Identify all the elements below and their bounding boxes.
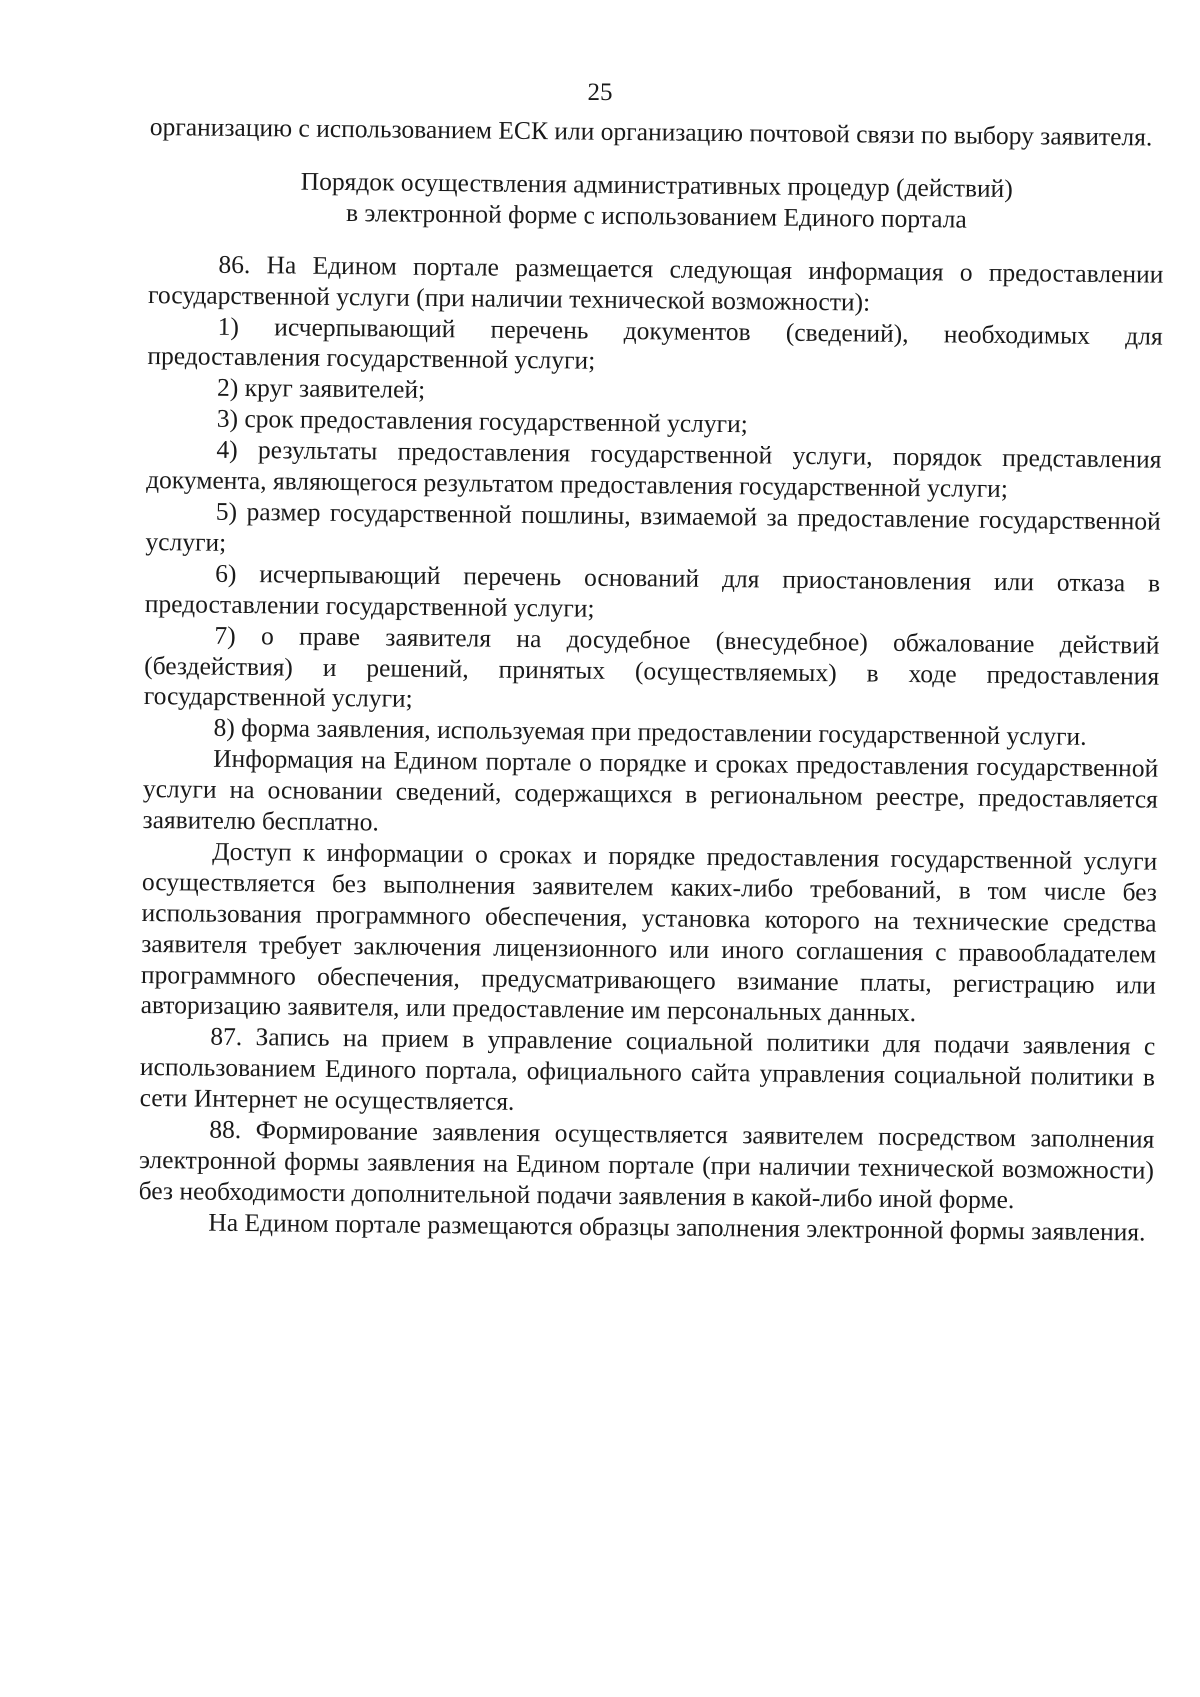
list-item-4: 4) результаты предоставления государственной услуги, порядок представления документа, являющегося результатом предоставления государственной услуги; [145, 434, 1162, 504]
samples-paragraph: На Едином портале размещаются образцы заполнения электронной формы заявления. [208, 1207, 1146, 1247]
list-item-5: 5) размер государственной пошлины, взимаемой за предоставление государственной услуги; [145, 496, 1161, 557]
access-paragraph: Доступ к информации о сроках и порядке предоставления государственной услуги осуществляется без выполнения заявителем каких-либо требований, в том числе без использования программного обеспечения, установка которого на технические средства заявителя требует заключения лицензионного или иного соглашения с правообладателем программного обеспечения, предусматривающего взимание платы, регистрацию или авторизацию заявителя, или предоставление им персональных данных. [140, 836, 1158, 1028]
paragraph-88: 88. Формирование заявления осуществляется заявителем посредством заполнения электронной формы заявления на Едином портале (при наличии технической возможности) без необходимости дополнительной подачи заявления в какой-либо иной форме. [138, 1114, 1155, 1215]
page-number: 25 [587, 79, 613, 106]
section-heading-line-1: Порядок осуществления административных процедур (действий) [300, 166, 1013, 203]
paragraph-86: 86. На Едином портале размещается следующая информация о предоставлении государственной услуги (при наличии технической возможности): [147, 249, 1164, 317]
continuation-paragraph: организацию с использованием ЕСК или организацию почтовой связи по выбору заявителя. [149, 112, 1153, 152]
list-item-3: 3) срок предоставления государственной услуги; [216, 403, 748, 439]
paragraph-87: 87. Запись на прием в управление социальной политики для подачи заявления с использованием Единого портала, официального сайта управления социальной политики в сети Интернет не осуществляется. [139, 1022, 1156, 1117]
list-item-1: 1) исчерпывающий перечень документов (сведений), необходимых для предоставления государственной услуги; [147, 311, 1163, 376]
section-heading-line-2: в электронной форме с использованием Единого портала [345, 197, 967, 234]
list-item-8: 8) форма заявления, используемая при предоставлении государственной услуги. [213, 713, 1087, 752]
list-item-6: 6) исчерпывающий перечень оснований для приостановления или отказа в предоставлении государственной услуги; [144, 558, 1161, 623]
list-item-2: 2) круг заявителей; [216, 373, 426, 405]
list-item-7: 7) о праве заявителя на досудебное (внесудебное) обжалование действий (бездействия) и решений, принятых (осуществляемых) в ходе предоставления государственной услуги; [143, 620, 1160, 714]
info-paragraph: Информация на Едином портале о порядке и сроках предоставления государственной услуги на основании сведений, содержащихся в региональном реестре, предоставляется заявителю бесплатно. [142, 743, 1159, 837]
document-body [138, 112, 1165, 1248]
section-heading [149, 165, 1165, 237]
